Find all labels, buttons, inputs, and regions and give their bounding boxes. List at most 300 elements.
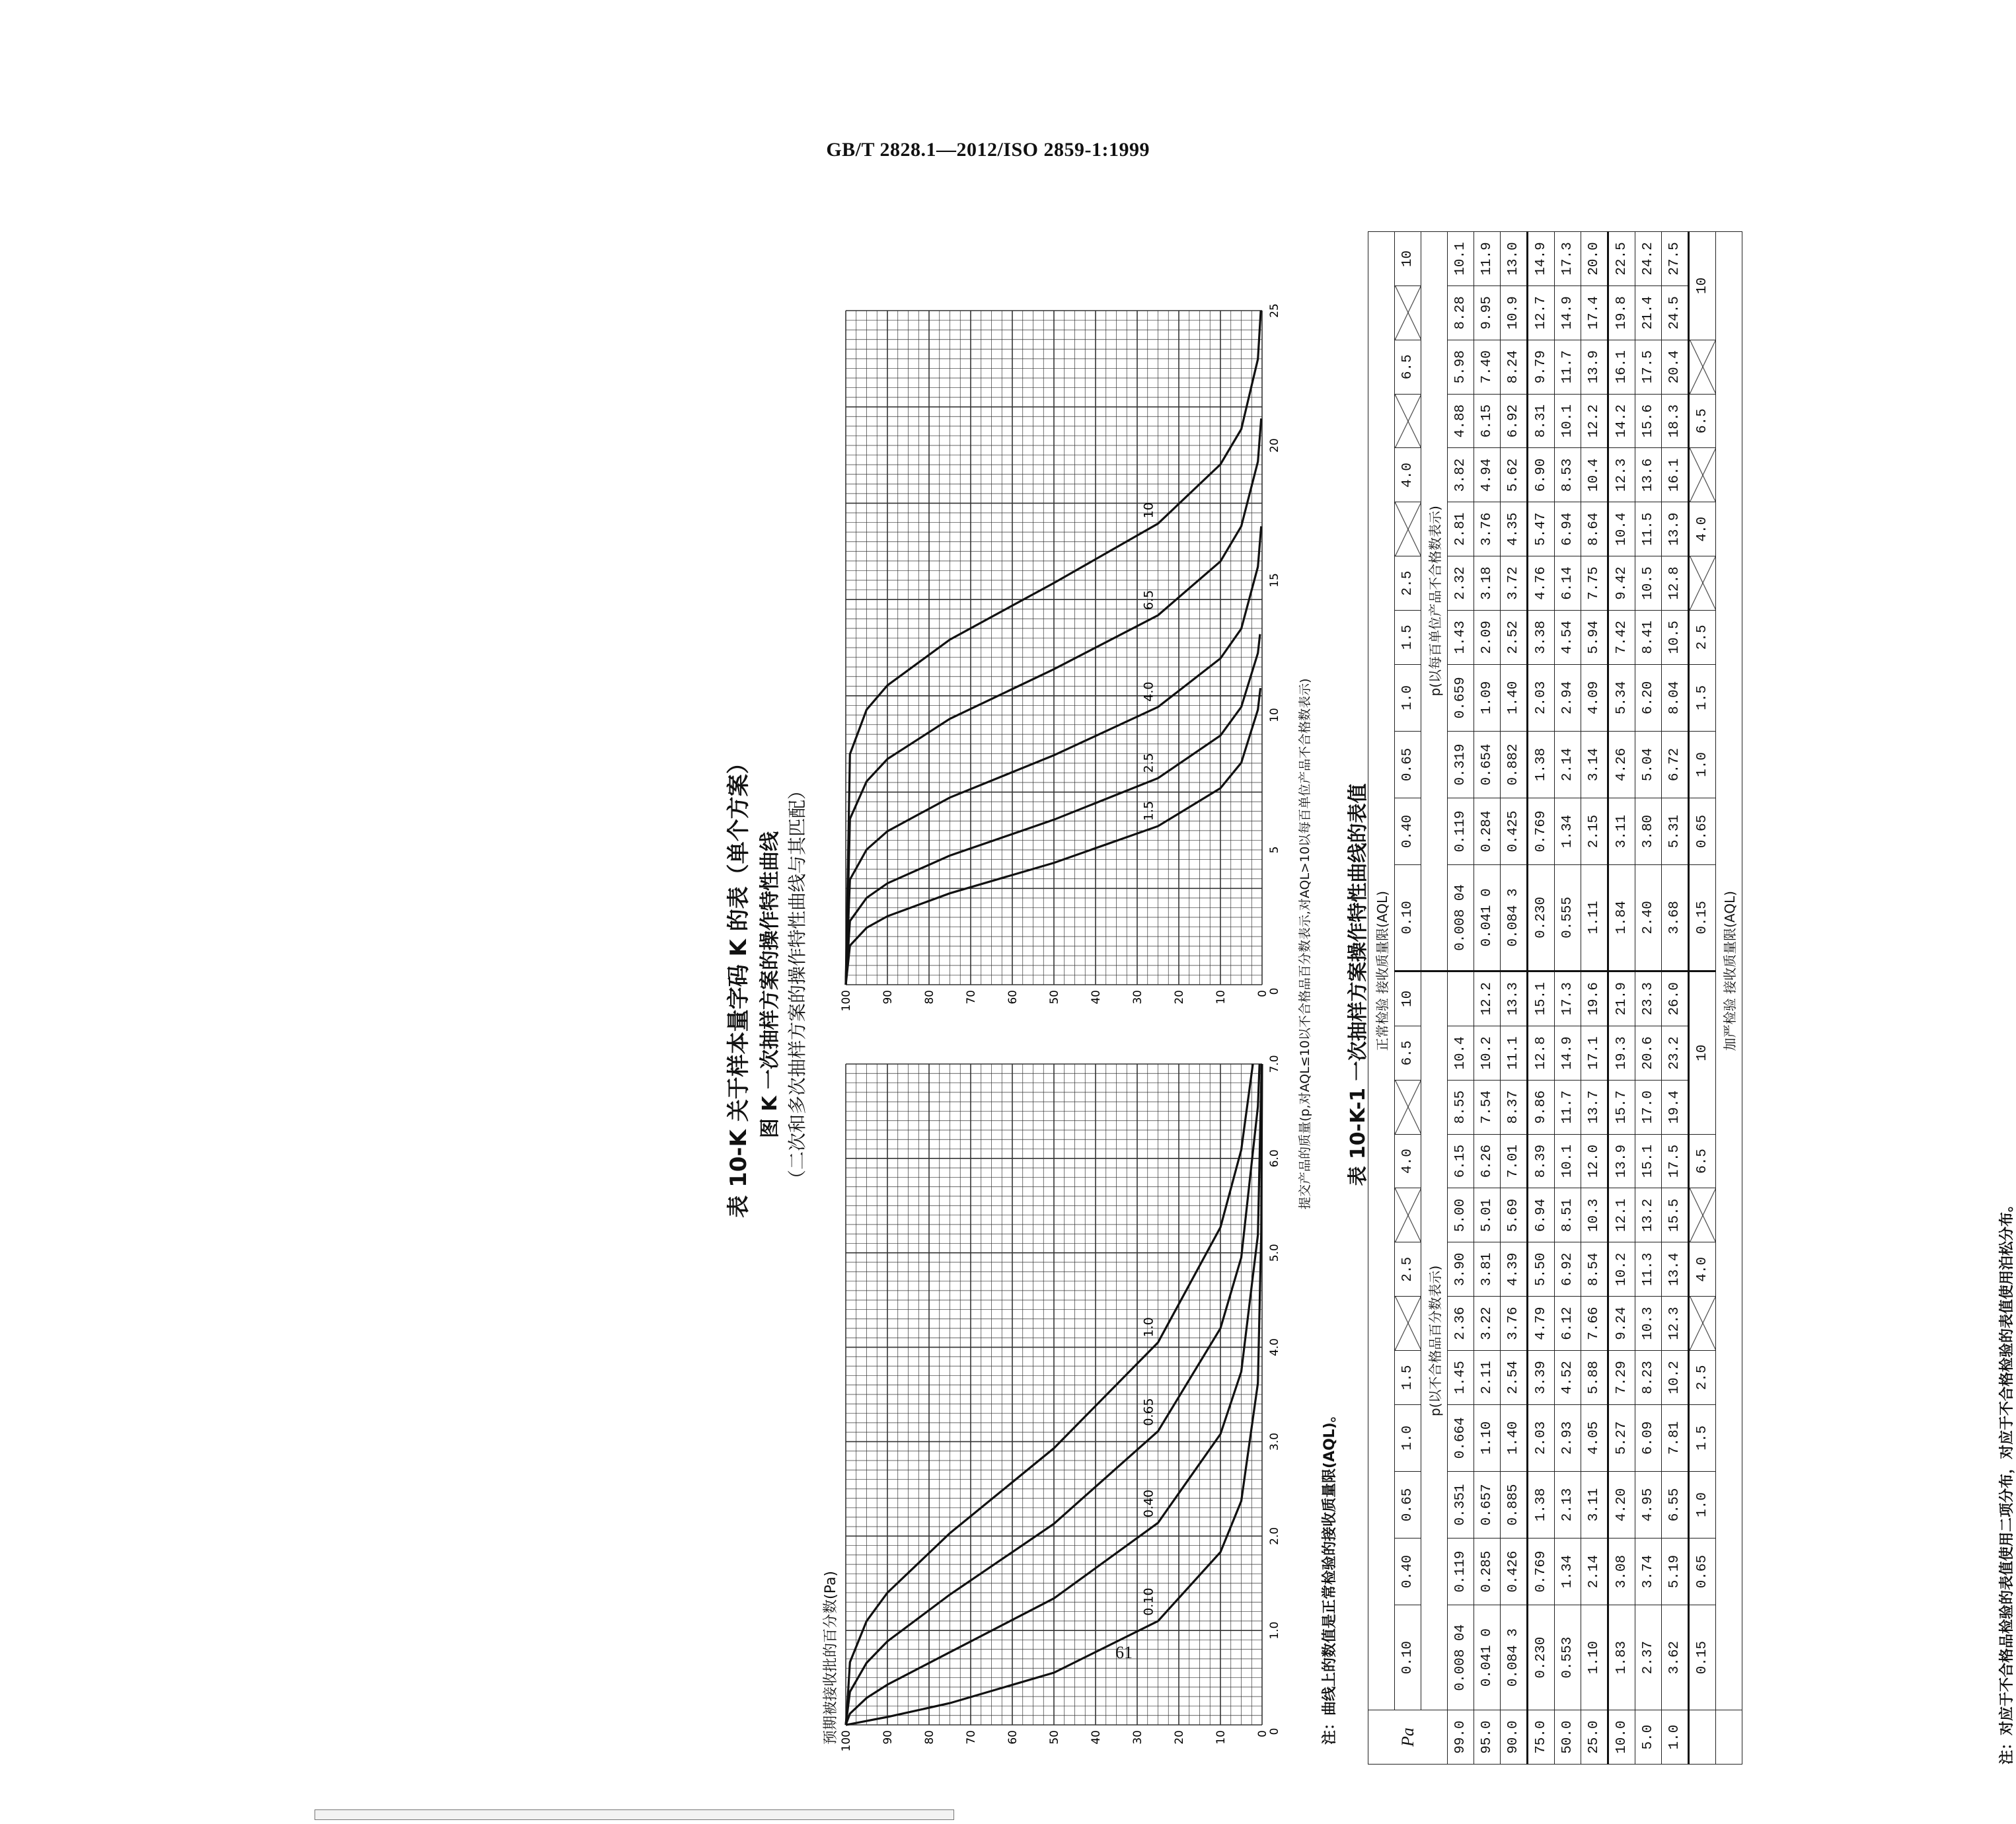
pa-value: 99.0 (1448, 1710, 1474, 1765)
figure-k-title: 图 K 一次抽样方案的操作特性曲线 (759, 831, 782, 1139)
oc-value-cell: 0.230 (1528, 865, 1555, 971)
oc-value-cell: 12.2 (1474, 971, 1501, 1026)
oc-value-cell: 6.92 (1501, 394, 1528, 448)
oc-value-cell: 2.40 (1635, 865, 1662, 971)
y-tick-label: 0 (1256, 990, 1269, 997)
x-tick-label: 20 (1268, 438, 1281, 453)
oc-value-cell: 0.041 0 (1474, 865, 1501, 971)
oc-value-cell: 8.39 (1528, 1134, 1555, 1188)
aql-header-cell: 1.5 (1395, 610, 1421, 664)
oc-value-cell: 3.38 (1528, 610, 1555, 664)
oc-value-cell: 13.6 (1635, 448, 1662, 502)
oc-value-cell: 3.22 (1474, 1297, 1501, 1351)
oc-value-cell: 8.64 (1581, 502, 1608, 556)
oc-value-cell: 26.0 (1662, 971, 1689, 1026)
pa-value: 25.0 (1581, 1710, 1608, 1765)
oc-chart-aql-1-5-to-10 (833, 291, 1295, 1018)
aql-header-cell: 6.5 (1395, 1026, 1421, 1081)
pa-value: 10.0 (1608, 1710, 1635, 1765)
oc-value-cell: 20.6 (1635, 1026, 1662, 1081)
oc-value-cell: 3.08 (1608, 1539, 1635, 1605)
oc-value-cell: 20.4 (1662, 340, 1689, 394)
oc-value-cell: 13.9 (1662, 502, 1689, 556)
oc-value-cell: 27.5 (1662, 232, 1689, 286)
oc-value-cell: 3.76 (1474, 502, 1501, 556)
oc-value-cell: 2.94 (1555, 664, 1581, 731)
oc-value-cell: 8.24 (1501, 340, 1528, 394)
chart-note: 注：曲线上的数值是正常检验的接收质量限(AQL)。 (1322, 1408, 1338, 1745)
tightened-aql-cell: 1.5 (1689, 1404, 1716, 1471)
oc-value-cell: 10.4 (1608, 502, 1635, 556)
oc-value-cell: 4.05 (1581, 1404, 1608, 1471)
oc-value-cell: 0.084 3 (1501, 1605, 1528, 1710)
chart-grid (846, 311, 1262, 985)
oc-value-cell: 2.15 (1581, 798, 1608, 864)
y-tick-label: 30 (1131, 990, 1144, 1005)
oc-value-cell: 8.23 (1635, 1350, 1662, 1404)
curve-label: 0.65 (1141, 1398, 1156, 1426)
oc-value-cell: 6.15 (1474, 394, 1501, 448)
oc-value-cell: 3.81 (1474, 1242, 1501, 1297)
oc-value-cell: 16.1 (1608, 340, 1635, 394)
oc-value-cell: 3.11 (1608, 798, 1635, 864)
oc-value-cell: 3.72 (1501, 556, 1528, 611)
oc-value-cell: 6.12 (1555, 1297, 1581, 1351)
oc-value-cell: 0.008 04 (1448, 865, 1474, 971)
oc-value-cell: 0.084 3 (1501, 865, 1528, 971)
oc-value-cell: 10.2 (1662, 1350, 1689, 1404)
oc-value-cell: 1.40 (1501, 1404, 1528, 1471)
page-number: 61 (1115, 1643, 1133, 1662)
oc-value-cell: 10.2 (1608, 1242, 1635, 1297)
oc-value-cell: 14.9 (1555, 1026, 1581, 1081)
oc-value-cell: 6.55 (1662, 1471, 1689, 1538)
y-tick-label: 0 (1256, 1730, 1269, 1737)
x-tick-label: 5 (1268, 846, 1281, 854)
oc-value-cell: 4.09 (1581, 664, 1608, 731)
aql-header-cell: 0.10 (1395, 1605, 1421, 1710)
oc-value-cell: 4.26 (1608, 731, 1635, 798)
oc-value-cell: 13.4 (1662, 1242, 1689, 1297)
oc-curve-1-5 (846, 688, 1261, 985)
tightened-aql-cell: 2.5 (1689, 1350, 1716, 1404)
horizontal-scrollbar[interactable] (315, 1809, 954, 1820)
oc-value-cell: 14.9 (1555, 285, 1581, 340)
oc-value-cell: 13.9 (1608, 1134, 1635, 1188)
pa-value: 1.0 (1662, 1710, 1689, 1765)
oc-value-cell: 7.29 (1608, 1350, 1635, 1404)
table-10k1-title: 表 10-K-1 一次抽样方案操作特性曲线的表值 (1347, 783, 1370, 1186)
aql-header-cell (1395, 394, 1421, 448)
tightened-aql-cell: 1.5 (1689, 664, 1716, 731)
oc-value-cell: 19.3 (1608, 1026, 1635, 1081)
x-tick-label: 5.0 (1268, 1244, 1281, 1262)
oc-value-cell: 9.95 (1474, 285, 1501, 340)
y-tick-label: 50 (1048, 990, 1061, 1005)
oc-value-cell: 24.5 (1662, 285, 1689, 340)
oc-value-cell: 7.42 (1608, 610, 1635, 664)
oc-value-cell: 4.79 (1528, 1297, 1555, 1351)
unit-label-right: p(以每百单位产品不合格数表示) (1421, 232, 1448, 971)
oc-value-cell: 6.94 (1528, 1188, 1555, 1242)
oc-value-cell: 2.03 (1528, 1404, 1555, 1471)
aql-header-cell: 0.65 (1395, 1471, 1421, 1538)
table-10k-title: 表 10-K 关于样本量字码 K 的表（单个方案） (726, 751, 752, 1218)
oc-value-cell: 2.93 (1555, 1404, 1581, 1471)
x-tick-label: 3.0 (1268, 1432, 1281, 1451)
oc-value-cell: 8.55 (1448, 1080, 1474, 1134)
oc-value-cell: 5.00 (1448, 1188, 1474, 1242)
figure-k-subtitle: （二次和多次抽样方案的操作特性曲线与其匹配） (786, 781, 808, 1189)
pa-value: 75.0 (1528, 1710, 1555, 1765)
oc-value-cell: 21.9 (1608, 971, 1635, 1026)
oc-value-cell: 1.34 (1555, 798, 1581, 864)
x-tick-label: 4.0 (1268, 1338, 1281, 1357)
oc-value-cell: 1.09 (1474, 664, 1501, 731)
oc-value-cell: 12.0 (1581, 1134, 1608, 1188)
oc-value-cell: 0.657 (1474, 1471, 1501, 1538)
oc-value-cell: 17.5 (1635, 340, 1662, 394)
oc-value-cell: 12.3 (1608, 448, 1635, 502)
oc-value-cell: 0.425 (1501, 798, 1528, 864)
oc-value-cell: 23.3 (1635, 971, 1662, 1026)
oc-value-cell: 10.4 (1448, 1026, 1474, 1081)
oc-value-cell: 1.45 (1448, 1350, 1474, 1404)
oc-value-cell: 5.19 (1662, 1539, 1689, 1605)
oc-value-cell: 8.28 (1448, 285, 1474, 340)
oc-value-cell: 19.6 (1581, 971, 1608, 1026)
aql-header-cell: 10 (1395, 232, 1421, 286)
oc-value-cell: 8.41 (1635, 610, 1662, 664)
tightened-aql-cell: 6.5 (1689, 1134, 1716, 1188)
x-tick-label: 6.0 (1268, 1149, 1281, 1168)
oc-value-cell: 3.18 (1474, 556, 1501, 611)
oc-value-cell: 11.7 (1555, 340, 1581, 394)
oc-value-cell: 12.2 (1581, 394, 1608, 448)
tightened-aql-cell: 6.5 (1689, 394, 1716, 448)
oc-value-cell: 8.54 (1581, 1242, 1608, 1297)
oc-value-cell: 6.09 (1635, 1404, 1662, 1471)
y-tick-label: 10 (1214, 990, 1228, 1005)
oc-value-cell: 3.82 (1448, 448, 1474, 502)
oc-value-cell: 7.54 (1474, 1080, 1501, 1134)
oc-chart-aql-0-10-to-1-0 (833, 1044, 1295, 1758)
x-tick-label: 0 (1268, 987, 1281, 995)
pa-value: 50.0 (1555, 1710, 1581, 1765)
oc-value-cell: 2.14 (1581, 1539, 1608, 1605)
oc-value-cell: 8.53 (1555, 448, 1581, 502)
oc-value-cell: 0.664 (1448, 1404, 1474, 1471)
oc-value-cell: 3.80 (1635, 798, 1662, 864)
oc-value-cell: 17.0 (1635, 1080, 1662, 1134)
oc-value-cell: 12.8 (1662, 556, 1689, 611)
oc-value-cell: 6.26 (1474, 1134, 1501, 1188)
oc-value-cell: 17.3 (1555, 232, 1581, 286)
aql-header-cell (1395, 502, 1421, 556)
oc-value-cell: 0.119 (1448, 1539, 1474, 1605)
x-tick-label: 10 (1268, 708, 1281, 722)
table-note: 注：对应于不合格品检验的表值使用二项分布，对应于不合格检验的表值使用泊松分布。 (1999, 1197, 2015, 1765)
curve-label: 1.0 (1141, 1317, 1156, 1338)
pa-value: 90.0 (1501, 1710, 1528, 1765)
oc-value-cell: 1.38 (1528, 1471, 1555, 1538)
aql-header-cell: 1.0 (1395, 664, 1421, 731)
oc-value-cell: 3.62 (1662, 1605, 1689, 1710)
oc-value-cell: 0.555 (1555, 865, 1581, 971)
y-tick-label: 20 (1173, 1730, 1186, 1745)
y-tick-label: 70 (965, 1730, 978, 1745)
tightened-aql-cell (1689, 340, 1716, 394)
curve-label: 1.5 (1141, 800, 1156, 821)
oc-value-cell: 7.40 (1474, 340, 1501, 394)
oc-value-cell: 3.39 (1528, 1350, 1555, 1404)
oc-value-cell: 19.4 (1662, 1080, 1689, 1134)
aql-header-cell: 4.0 (1395, 448, 1421, 502)
y-tick-label: 50 (1048, 1730, 1061, 1745)
y-axis-label: 预期被接收批的百分数(Pa) (823, 1571, 839, 1745)
oc-value-cell: 3.14 (1581, 731, 1608, 798)
oc-value-cell: 7.81 (1662, 1404, 1689, 1471)
y-tick-label: 80 (923, 990, 936, 1005)
oc-value-cell: 0.119 (1448, 798, 1474, 864)
oc-value-cell: 8.04 (1662, 664, 1689, 731)
tightened-aql-cell: 2.5 (1689, 610, 1716, 664)
normal-inspection-header: 正常检验 接收质量限(AQL) (1368, 232, 1395, 1710)
x-tick-label: 15 (1268, 573, 1281, 588)
oc-value-cell: 3.11 (1581, 1471, 1608, 1538)
oc-value-cell: 16.1 (1662, 448, 1689, 502)
oc-value-cell: 10.5 (1635, 556, 1662, 611)
pa-value: 5.0 (1635, 1710, 1662, 1765)
oc-value-cell: 21.4 (1635, 285, 1662, 340)
oc-value-cell: 4.20 (1608, 1471, 1635, 1538)
aql-header-cell: 2.5 (1395, 1242, 1421, 1297)
aql-header-cell: 0.40 (1395, 798, 1421, 864)
curve-label: 4.0 (1141, 681, 1156, 702)
y-tick-label: 90 (881, 1730, 895, 1745)
curve-label: 0.10 (1141, 1587, 1156, 1616)
oc-value-cell: 9.79 (1528, 340, 1555, 394)
oc-values-table (1368, 231, 1742, 1765)
oc-value-cell: 0.351 (1448, 1471, 1474, 1538)
oc-value-cell: 2.37 (1635, 1605, 1662, 1710)
y-tick-label: 100 (840, 1730, 853, 1752)
pa-header: Pa (1368, 1710, 1448, 1765)
oc-value-cell: 14.9 (1528, 232, 1555, 286)
oc-value-cell: 0.319 (1448, 731, 1474, 798)
curve-label: 6.5 (1141, 589, 1156, 611)
tightened-aql-cell: 0.65 (1689, 798, 1716, 864)
oc-value-cell: 5.31 (1662, 798, 1689, 864)
standard-header: GB/T 2828.1—2012/ISO 2859-1:1999 (826, 139, 1150, 161)
aql-header-cell: 0.65 (1395, 731, 1421, 798)
tightened-aql-cell: 0.65 (1689, 1539, 1716, 1605)
aql-header-cell (1395, 1188, 1421, 1242)
x-tick-label: 25 (1268, 303, 1281, 318)
tightened-aql-cell (1689, 1297, 1716, 1351)
y-tick-label: 60 (1006, 990, 1020, 1005)
y-tick-label: 90 (881, 990, 895, 1005)
oc-value-cell: 18.3 (1662, 394, 1689, 448)
oc-value-cell: 0.654 (1474, 731, 1501, 798)
oc-value-cell: 15.7 (1608, 1080, 1635, 1134)
oc-value-cell: 4.54 (1555, 610, 1581, 664)
oc-value-cell: 0.426 (1501, 1539, 1528, 1605)
aql-header-cell: 0.10 (1395, 865, 1421, 971)
oc-value-cell: 0.285 (1474, 1539, 1501, 1605)
oc-value-cell: 1.83 (1608, 1605, 1635, 1710)
tightened-aql-cell: 4.0 (1689, 502, 1716, 556)
oc-value-cell: 5.88 (1581, 1350, 1608, 1404)
oc-value-cell: 10.1 (1448, 232, 1474, 286)
oc-value-cell: 9.86 (1528, 1080, 1555, 1134)
oc-value-cell: 15.6 (1635, 394, 1662, 448)
y-tick-label: 80 (923, 1730, 936, 1745)
oc-value-cell: 1.34 (1555, 1539, 1581, 1605)
oc-value-cell: 17.3 (1555, 971, 1581, 1026)
oc-value-cell: 7.66 (1581, 1297, 1608, 1351)
aql-header-cell: 1.5 (1395, 1350, 1421, 1404)
tightened-pa-blank (1716, 1710, 1742, 1765)
y-tick-label: 100 (840, 990, 853, 1012)
oc-value-cell: 17.4 (1581, 285, 1608, 340)
oc-value-cell: 9.42 (1608, 556, 1635, 611)
aql-header-cell: 6.5 (1395, 340, 1421, 394)
tightened-aql-cell: 10 (1689, 232, 1716, 340)
tightened-inspection-header: 加严检验 接收质量限(AQL) (1716, 232, 1742, 1710)
aql-header-cell (1395, 1080, 1421, 1134)
oc-value-cell: 15.1 (1635, 1134, 1662, 1188)
aql-header-cell: 4.0 (1395, 1134, 1421, 1188)
tightened-aql-cell (1689, 1188, 1716, 1242)
oc-value-cell: 2.36 (1448, 1297, 1474, 1351)
oc-value-cell: 20.0 (1581, 232, 1608, 286)
oc-value-cell: 5.98 (1448, 340, 1474, 394)
tightened-aql-cell (1689, 448, 1716, 502)
oc-value-cell: 13.2 (1635, 1188, 1662, 1242)
aql-header-cell: 2.5 (1395, 556, 1421, 611)
oc-value-cell: 22.5 (1608, 232, 1635, 286)
curve-label: 10 (1141, 502, 1156, 519)
oc-curve-2-5 (846, 634, 1260, 985)
oc-value-cell: 10.5 (1662, 610, 1689, 664)
oc-value-cell (1448, 971, 1474, 1026)
tightened-aql-cell: 0.15 (1689, 1605, 1716, 1710)
oc-value-cell: 3.90 (1448, 1242, 1474, 1297)
oc-value-cell: 17.5 (1662, 1134, 1689, 1188)
oc-value-cell: 12.1 (1608, 1188, 1635, 1242)
oc-value-cell: 0.882 (1501, 731, 1528, 798)
y-tick-label: 40 (1090, 1730, 1103, 1745)
oc-value-cell: 10.1 (1555, 1134, 1581, 1188)
oc-value-cell: 10.2 (1474, 1026, 1501, 1081)
oc-value-cell: 6.20 (1635, 664, 1662, 731)
unit-label-left: p(以不合格品百分数表示) (1421, 971, 1448, 1710)
oc-value-cell: 8.31 (1528, 394, 1555, 448)
oc-value-cell: 6.90 (1528, 448, 1555, 502)
oc-value-cell: 0.885 (1501, 1471, 1528, 1538)
oc-value-cell: 13.3 (1501, 971, 1528, 1026)
oc-value-cell: 3.76 (1501, 1297, 1528, 1351)
oc-value-cell: 5.34 (1608, 664, 1635, 731)
oc-value-cell: 5.50 (1528, 1242, 1555, 1297)
oc-value-cell: 6.94 (1555, 502, 1581, 556)
oc-value-cell: 14.2 (1608, 394, 1635, 448)
oc-value-cell: 11.3 (1635, 1242, 1662, 1297)
aql-header-cell (1395, 285, 1421, 340)
oc-value-cell: 11.1 (1501, 1026, 1528, 1081)
oc-value-cell: 2.11 (1474, 1350, 1501, 1404)
oc-value-cell: 10.1 (1555, 394, 1581, 448)
curve-label: 0.40 (1141, 1489, 1156, 1518)
oc-value-cell: 5.27 (1608, 1404, 1635, 1471)
y-tick-label: 40 (1090, 990, 1103, 1005)
oc-value-cell: 2.14 (1555, 731, 1581, 798)
x-axis-label: 提交产品的质量(p,对AQL≤10以不合格品百分数表示,对AQL>10以每百单位产品不合格数表示) (1298, 678, 1312, 1209)
x-tick-label: 1.0 (1268, 1621, 1281, 1640)
tightened-aql-cell: 10 (1689, 971, 1716, 1134)
curve-label: 2.5 (1141, 753, 1156, 773)
tightened-aql-cell: 4.0 (1689, 1242, 1716, 1297)
oc-value-cell: 3.68 (1662, 865, 1689, 971)
oc-value-cell: 2.09 (1474, 610, 1501, 664)
oc-value-cell: 1.10 (1474, 1404, 1501, 1471)
oc-value-cell: 0.008 04 (1448, 1605, 1474, 1710)
oc-value-cell: 1.43 (1448, 610, 1474, 664)
oc-value-cell: 2.32 (1448, 556, 1474, 611)
oc-value-cell: 23.2 (1662, 1026, 1689, 1081)
oc-value-cell: 5.69 (1501, 1188, 1528, 1242)
oc-value-cell: 0.769 (1528, 798, 1555, 864)
aql-header-cell: 0.40 (1395, 1539, 1421, 1605)
oc-value-cell: 13.0 (1501, 232, 1528, 286)
oc-value-cell: 12.3 (1662, 1297, 1689, 1351)
tightened-pa-blank (1689, 1710, 1716, 1765)
oc-value-cell: 15.5 (1662, 1188, 1689, 1242)
oc-value-cell: 3.74 (1635, 1539, 1662, 1605)
oc-value-cell: 10.3 (1635, 1297, 1662, 1351)
oc-value-cell: 2.81 (1448, 502, 1474, 556)
oc-value-cell: 0.230 (1528, 1605, 1555, 1710)
oc-value-cell: 5.01 (1474, 1188, 1501, 1242)
oc-value-cell: 11.9 (1474, 232, 1501, 286)
oc-value-cell: 2.52 (1501, 610, 1528, 664)
tightened-aql-cell: 1.0 (1689, 1471, 1716, 1538)
oc-value-cell: 17.1 (1581, 1026, 1608, 1081)
oc-value-cell: 2.03 (1528, 664, 1555, 731)
oc-value-cell: 12.8 (1528, 1026, 1555, 1081)
oc-value-cell: 0.041 0 (1474, 1605, 1501, 1710)
oc-value-cell: 1.40 (1501, 664, 1528, 731)
tightened-aql-cell: 0.15 (1689, 865, 1716, 971)
oc-value-cell: 1.84 (1608, 865, 1635, 971)
oc-value-cell: 5.62 (1501, 448, 1528, 502)
oc-value-cell: 2.13 (1555, 1471, 1581, 1538)
oc-value-cell: 4.52 (1555, 1350, 1581, 1404)
x-tick-label: 7.0 (1268, 1055, 1281, 1073)
oc-value-cell: 7.75 (1581, 556, 1608, 611)
pa-value: 95.0 (1474, 1710, 1501, 1765)
oc-value-cell: 5.04 (1635, 731, 1662, 798)
oc-value-cell: 15.1 (1528, 971, 1555, 1026)
oc-value-cell: 4.76 (1528, 556, 1555, 611)
aql-header-cell: 10 (1395, 971, 1421, 1026)
oc-value-cell: 5.47 (1528, 502, 1555, 556)
oc-value-cell: 10.4 (1581, 448, 1608, 502)
tightened-aql-cell (1689, 556, 1716, 611)
oc-value-cell: 4.95 (1635, 1471, 1662, 1538)
oc-value-cell: 24.2 (1635, 232, 1662, 286)
